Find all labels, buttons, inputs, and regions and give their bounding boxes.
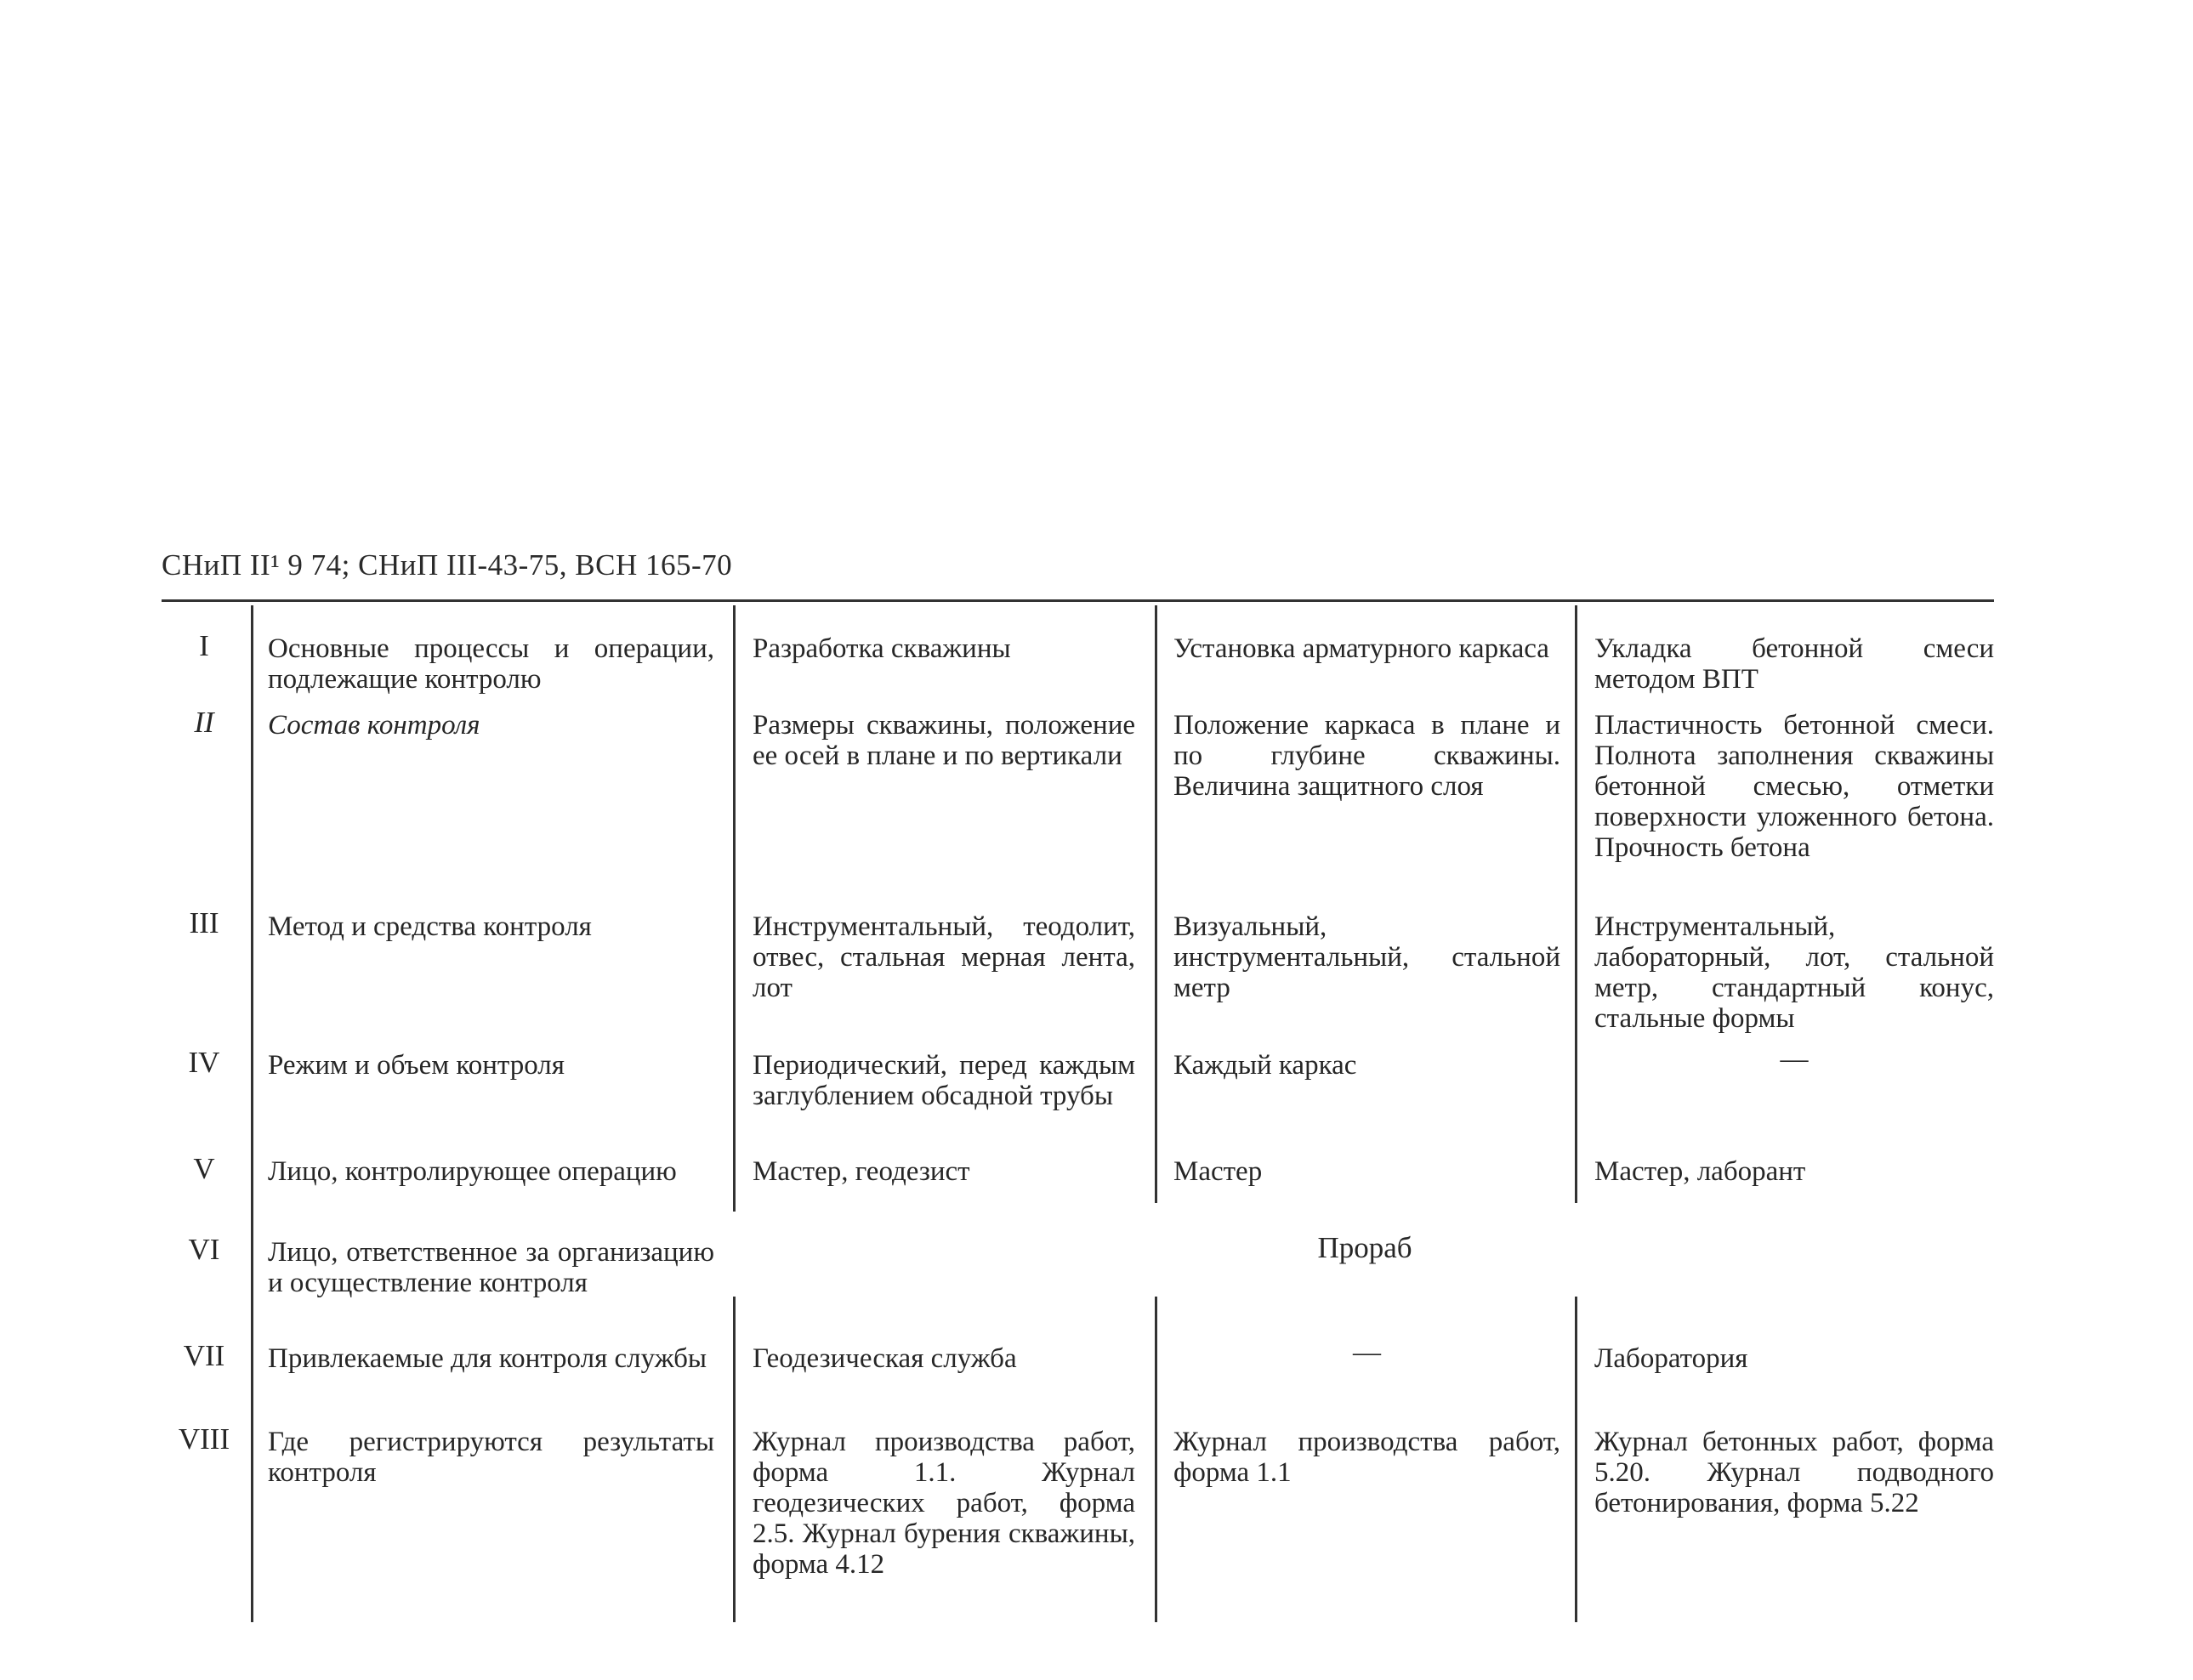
row-number: V xyxy=(193,1152,215,1185)
table-cell: Журнал производства работ, форма 1.1 xyxy=(1173,1427,1560,1488)
row-number: I xyxy=(199,629,209,662)
table-cell: Мастер, лаборант xyxy=(1594,1156,1806,1187)
table-cell: Визуальный, инструментальный, стальной метр xyxy=(1173,911,1560,1003)
row-number: III xyxy=(189,906,219,939)
table-cell: Мастер xyxy=(1173,1156,1263,1187)
table-cell: Разработка скважины xyxy=(753,633,1011,664)
row-label: Основные процессы и операции, подлежащие контролю xyxy=(268,633,714,695)
table-cell: Периодический, перед каждым заглублением обсадной трубы xyxy=(753,1050,1135,1111)
row-label: Режим и объем контроля xyxy=(268,1050,565,1081)
column-divider xyxy=(1155,605,1157,1203)
table-cell: Пластичность бетонной смеси. Полнота заполнения скважины бетонной смесью, отметки поверхности уложенного бетона. Прочность бетона xyxy=(1594,710,1994,863)
table-cell: — xyxy=(1353,1337,1381,1368)
row-number: II xyxy=(194,706,214,739)
column-divider xyxy=(1155,1297,1157,1622)
table-cell: Каждый каркас xyxy=(1173,1050,1357,1081)
table-cell: Размеры скважины, положение ее осей в плане и по вертикали xyxy=(753,710,1135,771)
row-number: VI xyxy=(188,1233,220,1266)
merged-cell: Прораб xyxy=(1317,1231,1412,1264)
document-reference-header: СНиП II¹ 9 74; СНиП III-43-75, ВСН 165-70 xyxy=(162,548,733,582)
row-number: VII xyxy=(183,1339,225,1372)
table-cell: Положение каркаса в плане и по глубине скважины. Величина защитного слоя xyxy=(1173,710,1560,802)
table-cell: Журнал бетонных работ, форма 5.20. Журнал подводного бетонирования, форма 5.22 xyxy=(1594,1427,1994,1518)
table-cell: Лаборатория xyxy=(1594,1343,1748,1374)
column-divider xyxy=(251,605,253,1622)
column-divider xyxy=(733,1297,736,1622)
row-label: Лицо, ответственное за организацию и осуществление контроля xyxy=(268,1237,714,1298)
row-label: Привлекаемые для контроля службы xyxy=(268,1343,707,1374)
row-label: Метод и средства контроля xyxy=(268,911,592,942)
row-number: VIII xyxy=(178,1422,230,1456)
row-label: Состав контроля xyxy=(268,710,480,741)
column-divider xyxy=(1575,605,1577,1203)
column-divider xyxy=(1575,1297,1577,1622)
row-number: IV xyxy=(188,1046,220,1079)
table-cell: Инструментальный, теодолит, отвес, стальная мерная лента, лот xyxy=(753,911,1135,1003)
row-label: Лицо, контролирующее операцию xyxy=(268,1156,677,1187)
table-cell: Геодезическая служба xyxy=(753,1343,1017,1374)
table-cell: Журнал производства работ, форма 1.1. Журнал геодезических работ, форма 2.5. Журнал бурения скважины, форма 4.12 xyxy=(753,1427,1135,1580)
table-cell: Инструментальный, лабораторный, лот, стальной метр, стандартный конус, стальные формы xyxy=(1594,911,1994,1034)
table-cell: — xyxy=(1780,1044,1809,1075)
header-rule xyxy=(162,599,1994,602)
column-divider xyxy=(733,605,736,1212)
table-cell: Мастер, геодезист xyxy=(753,1156,970,1187)
row-label: Где регистрируются результаты контроля xyxy=(268,1427,714,1488)
table-cell: Укладка бетонной смеси методом ВПТ xyxy=(1594,633,1994,695)
table-cell: Установка арматурного каркаса xyxy=(1173,633,1549,664)
